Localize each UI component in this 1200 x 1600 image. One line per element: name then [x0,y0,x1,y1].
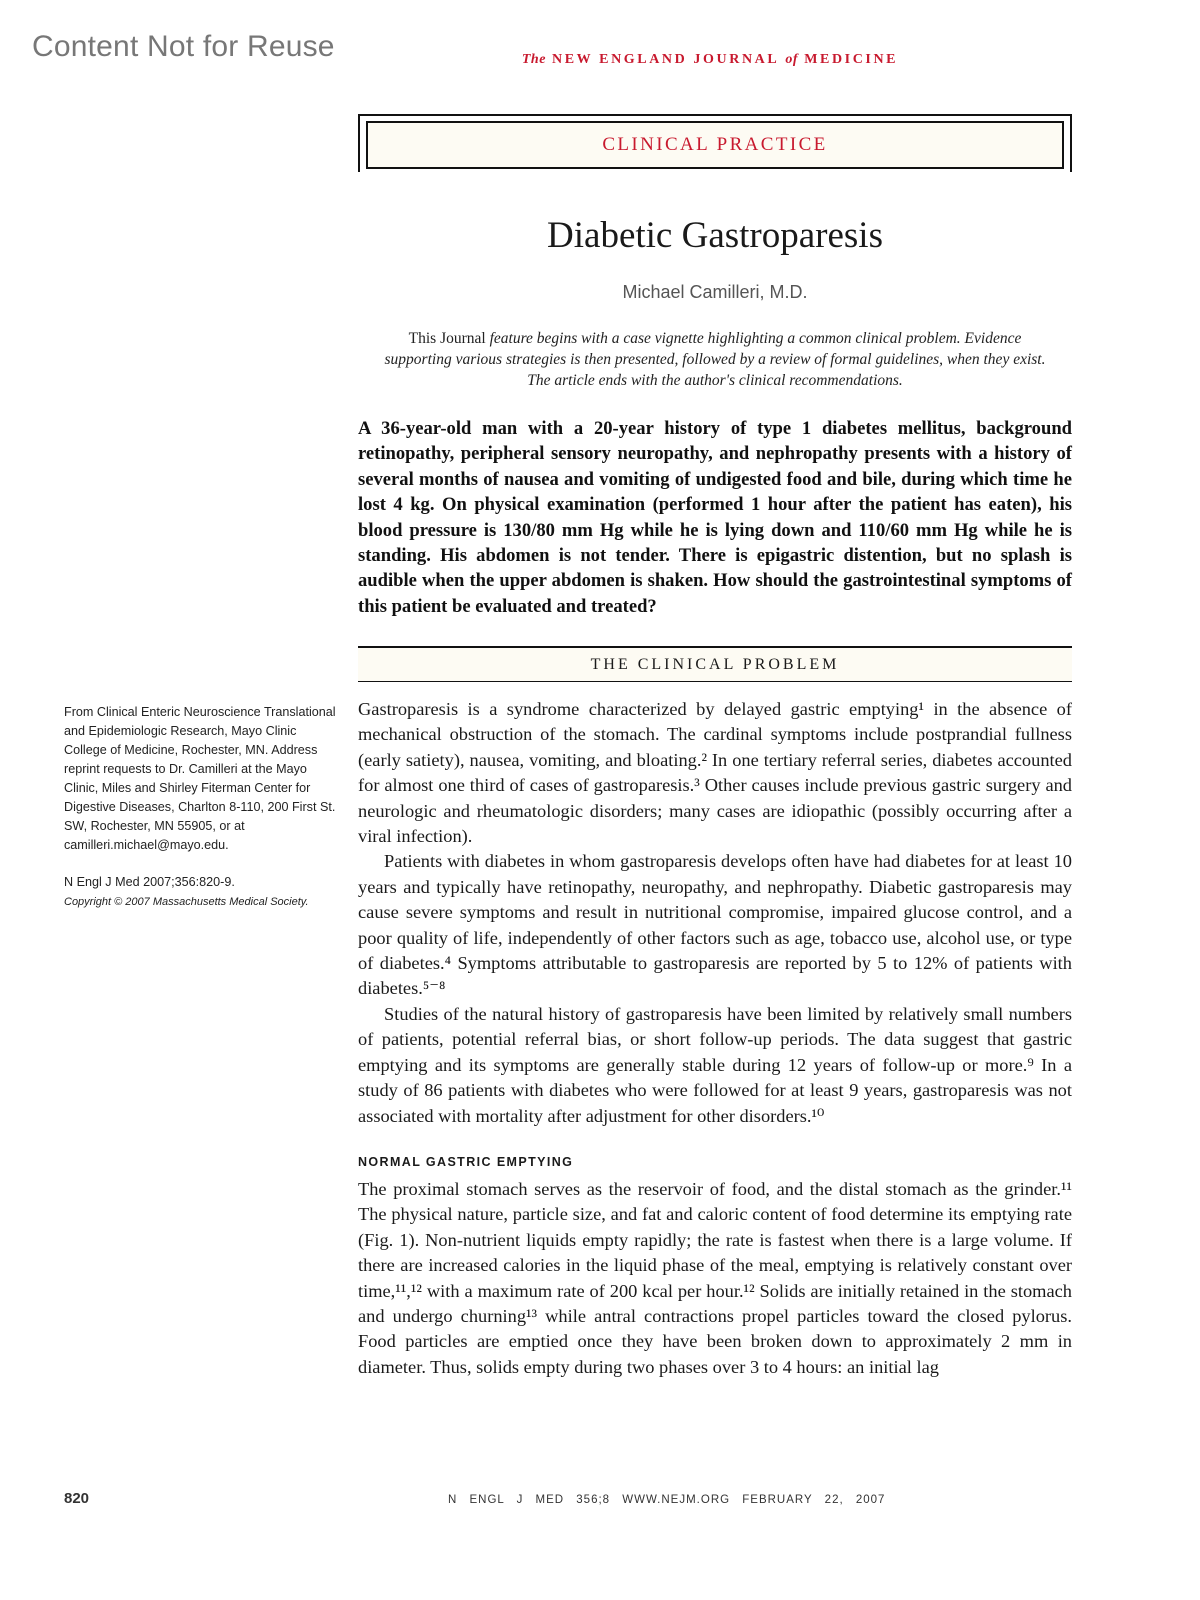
section-heading-bar [358,646,1072,682]
intro-text: feature begins with a case vignette highlighting a common clinical problem. Evidence supporting various strategies is then presented, followed by a review of formal guidelines, when they exist. The article ends with the author's clinical recommendations. [384,330,1046,389]
body-paragraph: The proximal stomach serves as the reservoir of food, and the distal stomach as the grinder.¹¹ The physical nature, particle size, and fat and caloric content of food determine its emptying rate (Fig. 1). Non-nutrient liquids empty rapidly; the rate is fastest when there is a large volume. If there are increased calories in the liquid phase of the meal, emptying is relatively constant over time,¹¹,¹² with a maximum rate of 200 kcal per hour.¹² Solids are initially retained in the stomach and undergo churning¹³ while antral contractions propel particles toward the closed pylorus. Food particles are emptied once they have been broken down to approximately 2 mm in diameter. Thus, solids empty during two phases over 3 to 4 hours: an initial lag [358,1178,1072,1377]
subsection-heading: NORMAL GASTRIC EMPTYING [358,1154,574,1169]
intro-journal-word: This Journal [408,330,486,347]
article-body [358,697,1072,1380]
footer-citation: N ENGL J MED 356;8 WWW.NEJM.ORG FEBRUARY 22, 2007 [448,1494,886,1506]
feature-intro [380,328,1050,391]
author-name: Michael Camilleri, M.D. [622,282,808,302]
body-paragraph: Studies of the natural history of gastroparesis have been limited by relatively small numbers of patients, potential referral bias, or short follow-up periods. The data suggest that gastric emptying and its symptoms are generally stable during 12 years of follow-up or more.⁹ In a study of 86 patients with diabetes who were followed for at least 9 years, gastroparesis was not associated with mortality after adjustment for other disorders.¹⁰ [358,1003,1072,1126]
journal-name-of: of [785,52,799,67]
article-title: Diabetic Gastroparesis [547,215,883,256]
body-paragraph: Gastroparesis is a syndrome characterized by delayed gastric emptying¹ in the absence of mechanical obstruction of the stomach. The cardinal symptoms include postprandial fullness (early satiety), nausea, vomiting, and bloating.² In one tertiary referral series, diabetes accounted for almost one third of cases of gastroparesis.³ Other causes include previous gastric surgery and neurologic and rheumatologic disorders; many cases are idiopathic (possibly occurring after a viral infection). [358,699,1072,847]
journal-citation: N Engl J Med 2007;356:820-9. [64,875,235,889]
affiliation-text: From Clinical Enteric Neuroscience Translational and Epidemiologic Research, Mayo Clinic College of Medicine, Rochester, MN. Address reprint requests to Dr. Camilleri at the Mayo Clinic, Miles and Shirley Fiterman Center for Digestive Diseases, Charlton 8-110, 200 First St. SW, Rochester, MN 55905, or at camilleri.michael@mayo.edu. [64,705,336,852]
author-sidebar [64,703,338,912]
watermark-text: Content Not for Reuse [32,30,335,63]
journal-name-the: The [521,52,546,67]
case-vignette: A 36-year-old man with a 20-year history of type 1 diabetes mellitus, background retinopathy, peripheral sensory neuropathy, and nephropathy presents with a history of several months of nausea and vomiting of undigested food and bile, during which time he lost 4 kg. On physical examination (performed 1 hour after the patient has eaten), his blood pressure is 130/80 mm Hg while he is lying down and 110/60 mm Hg while he is standing. His abdomen is not tender. There is epigastric distention, but no splash is audible when the upper abdomen is shaken. How should the gastrointestinal symptoms of this patient be evaluated and treated? [358,418,1072,617]
section-heading: THE CLINICAL PROBLEM [590,655,840,673]
section-frame-inner [366,121,1064,169]
journal-header [460,52,960,68]
copyright-notice: Copyright © 2007 Massachusetts Medical Society. [64,896,309,908]
section-label: CLINICAL PRACTICE [602,134,828,155]
page-number: 820 [64,1490,90,1507]
journal-name-medicine: MEDICINE [804,52,899,67]
journal-name-main: NEW ENGLAND JOURNAL [552,52,780,67]
body-paragraph: Patients with diabetes in whom gastroparesis develops often have had diabetes for at least 10 years and typically have retinopathy, neuropathy, and nephropathy. Diabetic gastroparesis may cause severe symptoms and result in nutritional compromise, impaired glucose control, and a poor quality of life, independently of other factors such as age, tobacco use, alcohol use, or type of diabetes.⁴ Symptoms attributable to gastroparesis are reported by 5 to 12% of patients with diabetes.⁵⁻⁸ [358,851,1072,999]
